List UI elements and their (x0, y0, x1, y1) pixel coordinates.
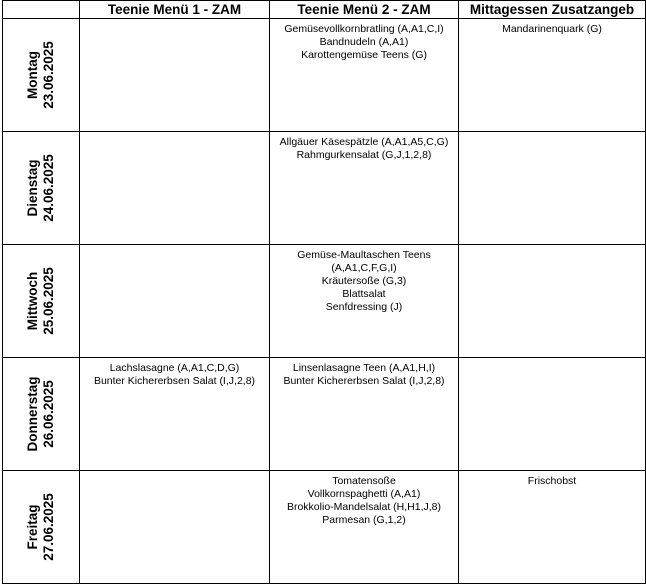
meal-line: Lachslasagne (A,A1,C,D,G) (109, 362, 240, 374)
extra-cell (459, 245, 646, 358)
meal-line: Allgäuer Käsespätzle (A,A1,A5,C,G) (279, 136, 449, 148)
day-label (25, 493, 57, 561)
day-label (25, 154, 57, 222)
extra-cell (459, 471, 646, 584)
day-label-cell (3, 19, 80, 132)
meal-line: Mandarinenquark (G) (502, 23, 602, 35)
menu1-cell (80, 19, 270, 132)
day-name: Dienstag (25, 159, 40, 217)
meal-line: Tomatensoße (332, 475, 396, 487)
day-date: 23.06.2025 (41, 41, 56, 109)
meal-line: Brokkolio-Mandelsalat (H,H1,J,8) (286, 501, 442, 513)
meal-line: Bunter Kichererbsen Salat (I,J,2,8) (93, 375, 256, 387)
meal-line: Linsenlasagne Teen (A,A1,H,I) (292, 362, 436, 374)
day-row (3, 132, 646, 245)
day-row (3, 358, 646, 471)
column-header-menu2: Teenie Menü 2 - ZAM (270, 1, 459, 19)
menu-table (2, 0, 646, 584)
day-row (3, 245, 646, 358)
menu2-cell (270, 471, 459, 584)
day-label-cell (3, 358, 80, 471)
day-label (25, 41, 57, 109)
column-header-menu1: Teenie Menü 1 - ZAM (80, 1, 270, 19)
day-label-cell (3, 471, 80, 584)
menu2-cell (270, 358, 459, 471)
extra-cell (459, 132, 646, 245)
meal-line: Gemüse-Maultaschen Teens (297, 249, 431, 261)
header-corner (3, 1, 80, 19)
meal-line: Gemüsevollkornbratling (A,A1,C,I) (284, 23, 444, 35)
menu2-cell (270, 132, 459, 245)
day-date: 26.06.2025 (41, 380, 56, 448)
menu2-cell (270, 19, 459, 132)
day-name: Mittwoch (25, 271, 40, 331)
menu1-cell (80, 245, 270, 358)
meal-line: Parmesan (G,1,2) (322, 514, 406, 526)
day-date: 27.06.2025 (41, 493, 56, 561)
extra-cell (459, 358, 646, 471)
menu1-cell (80, 132, 270, 245)
column-header-extra: Mittagessen Zusatzangeb (459, 1, 646, 19)
day-label-cell (3, 132, 80, 245)
meal-line: Karottengemüse Teens (G) (301, 49, 427, 61)
day-label (25, 267, 57, 335)
day-label-cell (3, 245, 80, 358)
day-label (25, 376, 57, 451)
meal-line: Blattsalat (342, 288, 386, 300)
menu2-cell (270, 245, 459, 358)
meal-line: Frischobst (527, 475, 577, 487)
day-name: Montag (25, 51, 40, 100)
menu1-cell (80, 358, 270, 471)
day-date: 24.06.2025 (41, 154, 56, 222)
meal-line: Bandnudeln (A,A1) (319, 36, 409, 48)
meal-line: Vollkornspaghetti (A,A1) (307, 488, 421, 500)
menu1-cell (80, 471, 270, 584)
day-name: Donnerstag (25, 376, 40, 452)
day-name: Freitag (25, 504, 40, 550)
meal-line: Kräutersoße (G,3) (321, 275, 407, 287)
meal-line: Senfdressing (J) (325, 301, 403, 313)
meal-line: (A,A1,C,F,G,I) (331, 262, 397, 274)
meal-line: Rahmgurkensalat (G,J,1,2,8) (296, 149, 432, 161)
header-row (3, 1, 646, 19)
day-row (3, 471, 646, 584)
day-date: 25.06.2025 (41, 267, 56, 335)
meal-line: Bunter Kichererbsen Salat (I,J,2,8) (283, 375, 445, 387)
extra-cell (459, 19, 646, 132)
day-row (3, 19, 646, 132)
